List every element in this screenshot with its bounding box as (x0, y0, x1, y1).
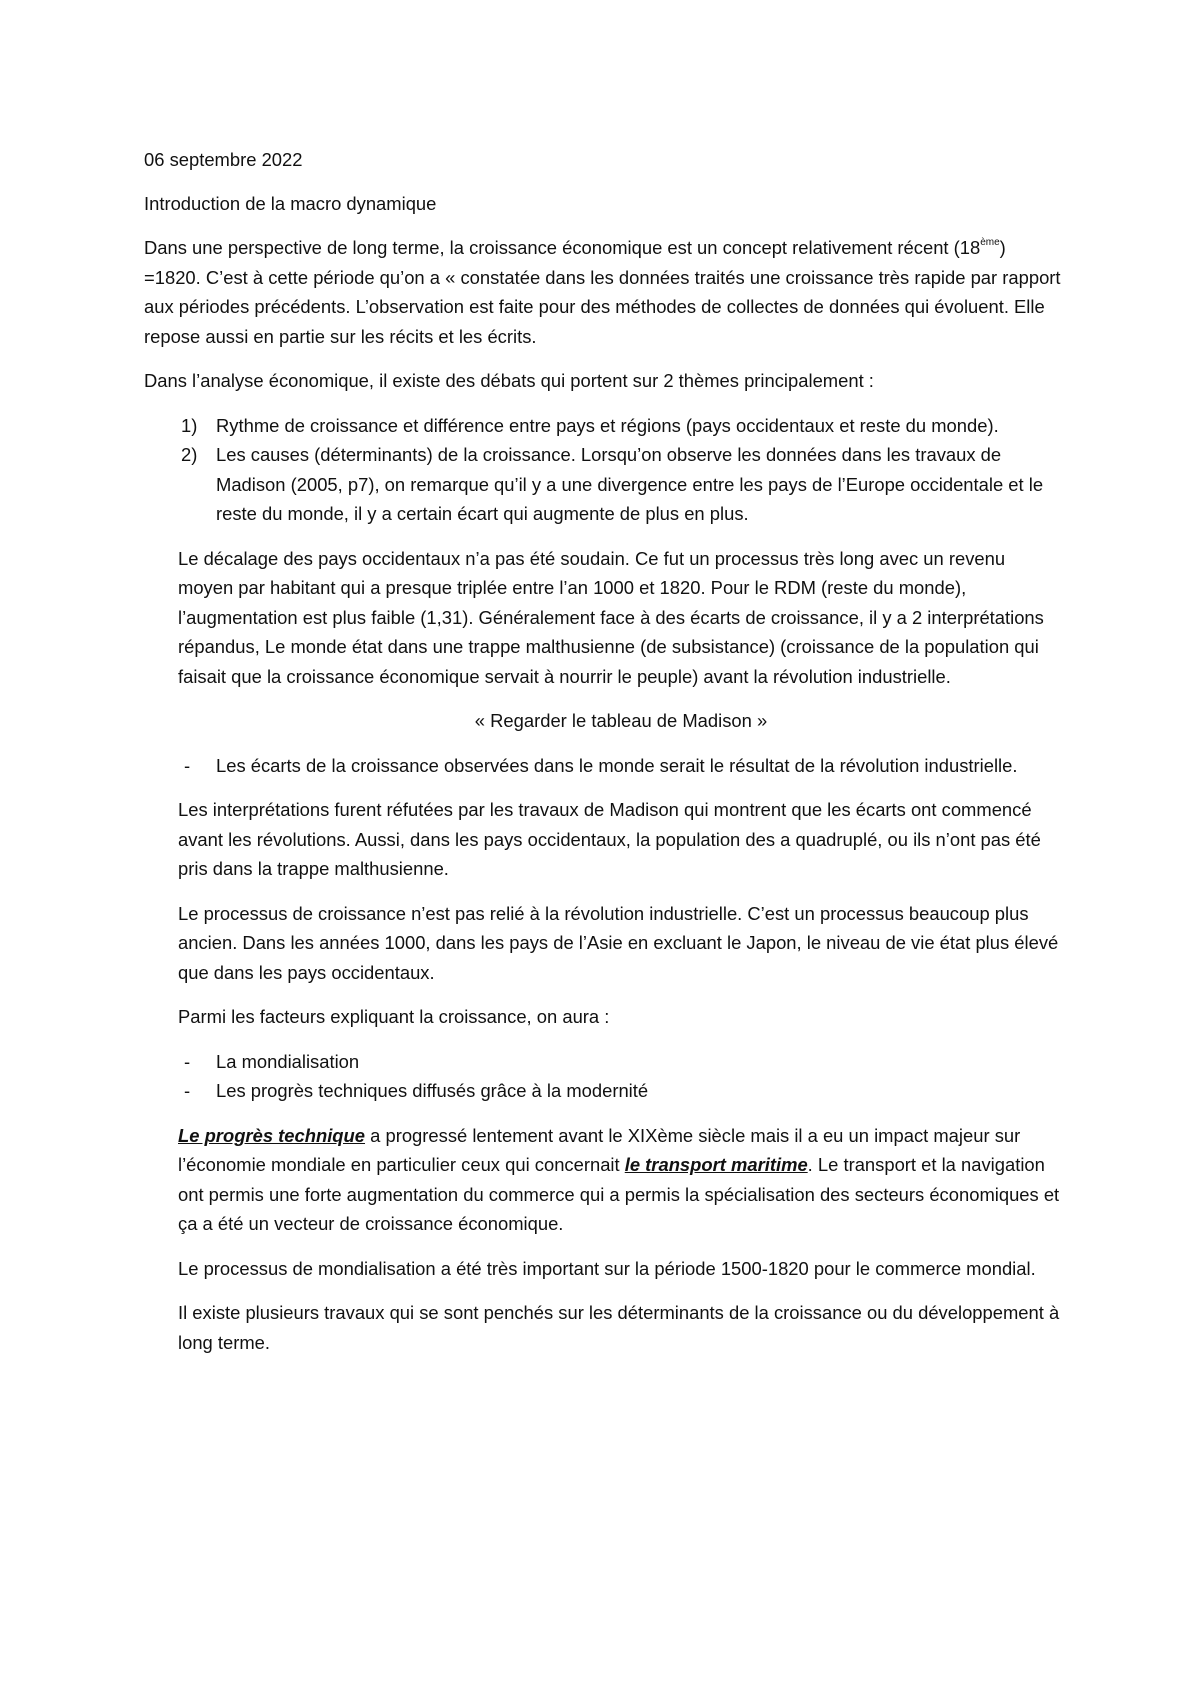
list-item-text: Rythme de croissance et différence entre pays et régions (pays occidentaux et reste du monde). (216, 414, 999, 436)
themes-list (144, 411, 1064, 529)
superscript-eme: ème (980, 236, 1000, 248)
interpretation-list (144, 751, 1064, 781)
emphasis-transport-maritime: le transport maritime (624, 1154, 808, 1175)
list-item-text: Les écarts de la croissance observées dans le monde serait le résultat de la révolution industrielle. (216, 754, 1018, 776)
paragraph-processus: Le processus de croissance n’est pas relié à la révolution industrielle. C’est un processus beaucoup plus ancien. Dans les années 1000, dans les pays de l’Asie en excluant le Japon, le niveau de vie état plus élevé que dans les pays occidentaux. (178, 902, 1059, 983)
emphasis-progres-technique: Le progrès technique (178, 1124, 366, 1146)
paragraph-decalage: Le décalage des pays occidentaux n’a pas été soudain. Ce fut un processus très long avec un revenu moyen par habitant qui a presque triplée entre l’an 1000 et 1820. Pour le RDM (reste du monde), l’augmentation est plus faible (1,31). Généralement face à des écarts de croissance, il y a 2 interprétations répandus, Le monde état dans une trappe malthusienne (de subsistance) (croissance de la population qui faisait que la croissance économique servait à nourrir le peuple) avant la révolution industrielle. (178, 547, 1044, 687)
paragraph-progres-technique (144, 1121, 1064, 1239)
paragraph-travaux: Il existe plusieurs travaux qui se sont penchés sur les déterminants de la croissance ou du développement à long terme. (178, 1302, 1060, 1353)
list-item-text: Les causes (déterminants) de la croissance. Lorsqu’on observe les données dans les travaux de Madison (2005, p7), on remarque qu’il y a une divergence entre les pays de l’Europe occidentale et le reste du monde, il y a certain écart qui augmente de plus en plus. (216, 444, 1044, 524)
quote-madison: « Regarder le tableau de Madison » (474, 710, 768, 731)
list-marker: - (184, 754, 191, 776)
paragraph-intro (144, 233, 1064, 351)
paragraph-facteurs: Parmi les facteurs expliquant la croissance, on aura : (178, 1006, 610, 1027)
list-marker: 2) (181, 444, 198, 465)
progres-text-2: . Le transport et la navigation ont permis une forte augmentation du commerce qui a permis la spécialisation des secteurs économiques et ça a été un vecteur de croissance économique. (178, 1154, 1060, 1234)
paragraph-debats: Dans l’analyse économique, il existe des débats qui portent sur 2 thèmes principalement : (144, 370, 874, 391)
list-item (144, 440, 1064, 529)
intro-text-end: ) =1820. C’est à cette période qu’on a « constatée dans les données traités une croissance très rapide par rapport aux périodes précédents. L’observation est faite pour des méthodes de collectes de données qui évoluent. Elle repose aussi en partie sur les récits et les écrits. (144, 237, 1061, 347)
document-date: 06 septembre 2022 (144, 149, 303, 170)
list-item (144, 1076, 1064, 1106)
list-marker: 1) (181, 414, 198, 436)
list-item (144, 751, 1064, 781)
list-item-text: Les progrès techniques diffusés grâce à la modernité (216, 1080, 649, 1101)
progres-text-1: a progressé lentement avant le XIXème siècle mais il a eu un impact majeur sur l’économie mondiale en particulier ceux qui concernait (178, 1124, 1021, 1175)
list-item-text: La mondialisation (216, 1050, 360, 1072)
intro-text-start: Dans une perspective de long terme, la croissance économique est un concept relativement récent (18 (144, 237, 981, 258)
paragraph-mondialisation: Le processus de mondialisation a été très important sur la période 1500-1820 pour le commerce mondial. (178, 1257, 1036, 1279)
paragraph-interpretations: Les interprétations furent réfutées par les travaux de Madison qui montrent que les écarts ont commencé avant les révolutions. Aussi, dans les pays occidentaux, la population des a quadruplé, ou ils n’ont pas été pris dans la trappe malthusienne. (178, 799, 1041, 879)
facteurs-list (144, 1047, 1064, 1106)
list-item (144, 1047, 1064, 1077)
list-item (144, 411, 1064, 441)
document-page (144, 145, 1064, 1372)
list-marker: - (184, 1080, 191, 1101)
list-marker: - (184, 1050, 191, 1072)
document-title: Introduction de la macro dynamique (144, 192, 437, 214)
